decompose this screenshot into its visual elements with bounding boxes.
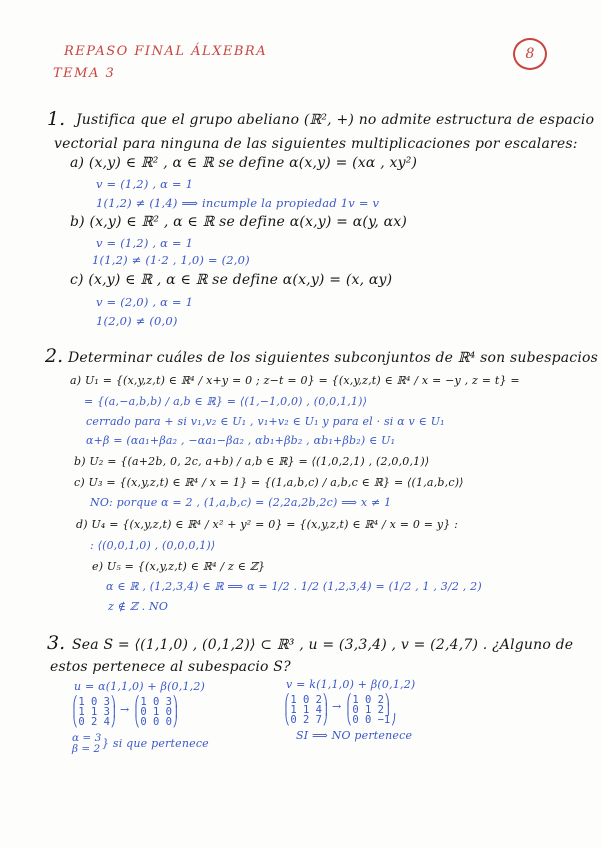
q1-b-line2: 1(1,2) ≠ (1·2 , 1,0) = (2,0) (92, 253, 250, 267)
q1-b-heading: b) (x,y) ∈ ℝ² , α ∈ ℝ se define α(x,y) = α(y, αx) (70, 214, 408, 230)
q1-number: 1. (47, 108, 66, 130)
q1-c-line1: v = (2,0) , α = 1 (96, 295, 194, 309)
q2-a-line3: α+β = (αa₁+βa₂ , −αa₁−βa₂ , αb₁+βb₂ , αb₁+βb₂) ∈ U₁ (86, 434, 396, 447)
q1-c-line2: 1(2,0) ≠ (0,0) (96, 314, 178, 328)
page-subtitle: TEMA 3 (53, 66, 116, 81)
q2-c-line1: NO: porque α = 2 , (1,a,b,c) = (2,2a,2b,2c) ⟹ x ≠ 1 (90, 496, 392, 509)
q3-u-matrix-left: ⎛1 0 3⎞ ⎜1 1 3⎟ ⎝0 2 4⎠ (72, 696, 117, 728)
q3-u-arrow: → (120, 703, 130, 716)
q3-u-equation: u = α(1,1,0) + β(0,1,2) (74, 680, 206, 693)
q3-v-matrix-left: ⎛1 0 2⎞ ⎜1 1 4⎟ ⎝0 2 7⎠ (284, 694, 329, 726)
q3-v-arrow: → (332, 700, 342, 713)
q3-v-equation: v = k(1,1,0) + β(0,1,2) (286, 678, 416, 691)
q2-b-heading: b) U₂ = {(a+2b, 0, 2c, a+b) / a,b ∈ ℝ} = ⟨(1,0,2,1) , (2,0,0,1)⟩ (74, 455, 430, 468)
q3-v-conclusion: SI ⟹ NO pertenece (296, 729, 413, 742)
q1-a-heading: a) (x,y) ∈ ℝ² , α ∈ ℝ se define α(x,y) = (xα , xy²) (70, 155, 418, 171)
q1-statement-line2: vectorial para ninguna de las siguientes multiplicaciones por escalares: (54, 136, 578, 152)
q3-v-matrix-right: ⎛1 0 2⎞ ⎜0 1 2⎟ ⎝0 0 −1⎠ (346, 694, 397, 726)
q3-u-conclusion: } si que pertenece (102, 737, 209, 750)
q3-u-matrix-right: ⎛1 0 3⎞ ⎜0 1 0⎟ ⎝0 0 0⎠ (134, 696, 179, 728)
q2-a-line2: cerrado para + si v₁,v₂ ∈ U₁ , v₁+v₂ ∈ U₁ y para el · si α v ∈ U₁ (86, 415, 445, 428)
q2-number: 2. (45, 345, 64, 367)
q2-a-heading: a) U₁ = {(x,y,z,t) ∈ ℝ⁴ / x+y = 0 ; z−t = 0} = {(x,y,z,t) ∈ ℝ⁴ / x = −y , z = t} = (70, 374, 520, 387)
q1-a-line2: 1(1,2) ≠ (1,4) ⟹ incumple la propiedad 1v = v (96, 196, 380, 210)
q2-d-line1: : ⟨(0,0,1,0) , (0,0,0,1)⟩ (90, 539, 216, 552)
q2-statement: Determinar cuáles de los siguientes subconjuntos de ℝ⁴ son subespacios (68, 350, 599, 366)
q2-a-line1: = {(a,−a,b,b) / a,b ∈ ℝ} = ⟨(1,−1,0,0) , (0,0,1,1)⟩ (84, 395, 368, 408)
q1-a-line1: v = (1,2) , α = 1 (96, 177, 194, 191)
q2-d-heading: d) U₄ = {(x,y,z,t) ∈ ℝ⁴ / x² + y² = 0} = {(x,y,z,t) ∈ ℝ⁴ / x = 0 = y} : (76, 518, 459, 531)
q3-number: 3. (47, 632, 66, 654)
q3-u-solution: α = 3 β = 2 (72, 732, 102, 755)
q2-e-heading: e) U₅ = {(x,y,z,t) ∈ ℝ⁴ / z ∈ ℤ} (92, 560, 266, 573)
q1-c-heading: c) (x,y) ∈ ℝ , α ∈ ℝ se define α(x,y) = (x, αy) (70, 272, 393, 288)
q2-e-line1: α ∈ ℝ , (1,2,3,4) ∈ ℝ ⟹ α = 1/2 . 1/2 (1,2,3,4) = (1/2 , 1 , 3/2 , 2) (106, 580, 482, 593)
q1-b-line1: v = (1,2) , α = 1 (96, 236, 194, 250)
q1-statement-line1: Justifica que el grupo abeliano (ℝ², +) no admite estructura de espacio (76, 112, 595, 128)
page-title: REPASO FINAL ÁLXEBRA (64, 44, 268, 59)
page-number-badge: 8 (513, 38, 547, 70)
q2-e-line2: z ∉ ℤ . NO (108, 600, 169, 613)
q2-c-heading: c) U₃ = {(x,y,z,t) ∈ ℝ⁴ / x = 1} = {(1,a,b,c) / a,b,c ∈ ℝ} = ⟨(1,a,b,c)⟩ (74, 476, 464, 489)
q3-statement-line1: Sea S = ⟨(1,1,0) , (0,1,2)⟩ ⊂ ℝ³ , u = (3,3,4) , v = (2,4,7) . ¿Alguno de (72, 637, 574, 653)
q3-statement-line2: estos pertenece al subespacio S? (50, 659, 291, 675)
